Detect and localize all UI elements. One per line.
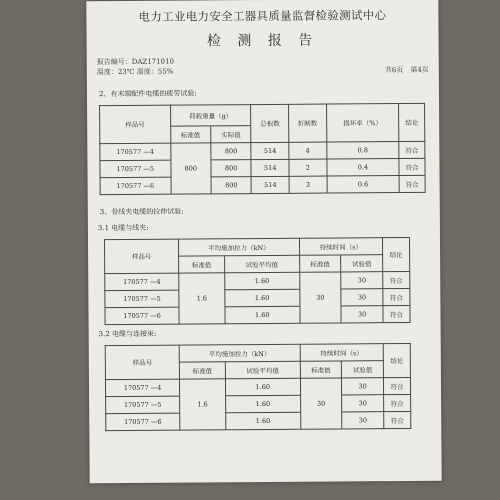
- section-3-1-title: 3.1 电缆与线夹:: [97, 223, 149, 233]
- report-title: 检 测 报 告: [206, 32, 319, 50]
- environment-conditions: 温度：23℃ 湿度：55%: [96, 67, 174, 77]
- col-time-test: 试验值: [342, 361, 384, 378]
- col-total: 总根数: [251, 104, 289, 142]
- table-row: 170577 —5 800 514 2 0.4 符合: [100, 158, 425, 177]
- tensile-connector-table: [105, 343, 412, 431]
- tensile-clamp-table: [104, 237, 411, 325]
- fatigue-test-table: [99, 103, 426, 195]
- col-sample: 样品号: [105, 345, 179, 380]
- col-loss-rate: 损坏率（%）: [326, 104, 399, 143]
- col-conclusion: 结论: [382, 237, 409, 271]
- col-conclusion: 结论: [383, 343, 410, 377]
- section-3-2-title: 3.2 电缆与连接束:: [98, 329, 157, 339]
- section-3-title: 3、骨线夹电缆的拉伸试验:: [99, 207, 184, 217]
- col-load: 荷载重量（g）: [170, 105, 251, 127]
- col-load-std: 标准值: [170, 126, 211, 143]
- organization-name: 电力工业电力安全工器具质量监督检验测试中心: [138, 8, 387, 24]
- table-row: 170577 —4 1.6 1.60 30 30 符合: [105, 271, 410, 290]
- col-time-std: 标准值: [299, 255, 341, 272]
- col-force-std: 标准值: [179, 362, 225, 379]
- time-std-value: 30: [300, 378, 342, 429]
- col-force-avg: 试验平均值: [225, 361, 300, 379]
- col-broken: 折断数: [289, 104, 327, 142]
- table-row: 170577 —6 800 514 3 0.6 符合: [100, 175, 425, 194]
- table-row: 170577 —5 1.60 30 符合: [106, 394, 411, 413]
- section-2-title: 2、有末端配件电缆的疲劳试验:: [98, 89, 197, 99]
- page-count: 共6页 第4页: [384, 65, 429, 75]
- col-force: 平均施加拉力（kN）: [179, 238, 300, 256]
- col-sample: 样品号: [100, 105, 171, 143]
- table-row: 170577 —4 800 800 514 4 0.8 符合: [100, 141, 425, 160]
- force-std-value: 1.6: [179, 273, 225, 324]
- col-time-test: 试验值: [341, 255, 383, 272]
- table-row: 170577 —6 1.60 30 符合: [105, 305, 410, 324]
- col-load-actual: 实际值: [211, 126, 252, 143]
- time-std-value: 30: [299, 272, 341, 323]
- force-std-value: 1.6: [180, 379, 226, 430]
- report-number: 报告编号：DAZ171010: [96, 57, 175, 67]
- table-row: 170577 —5 1.60 30 符合: [105, 288, 410, 307]
- col-time: 持续时间（s）: [299, 238, 382, 256]
- col-force: 平均施加拉力（kN）: [179, 344, 300, 362]
- col-force-avg: 试验平均值: [224, 255, 299, 273]
- table-row: 170577 —6 1.60 30 符合: [106, 411, 411, 430]
- load-std-value: 800: [170, 143, 211, 194]
- col-sample: 样品号: [104, 239, 178, 274]
- report-page: [86, 0, 441, 483]
- col-time-std: 标准值: [300, 361, 342, 378]
- col-time: 持续时间（s）: [300, 344, 383, 362]
- col-force-std: 标准值: [179, 256, 225, 273]
- col-conclusion: 结论: [399, 103, 425, 141]
- table-row: 170577 —4 1.6 1.60 30 30 符合: [105, 377, 410, 396]
